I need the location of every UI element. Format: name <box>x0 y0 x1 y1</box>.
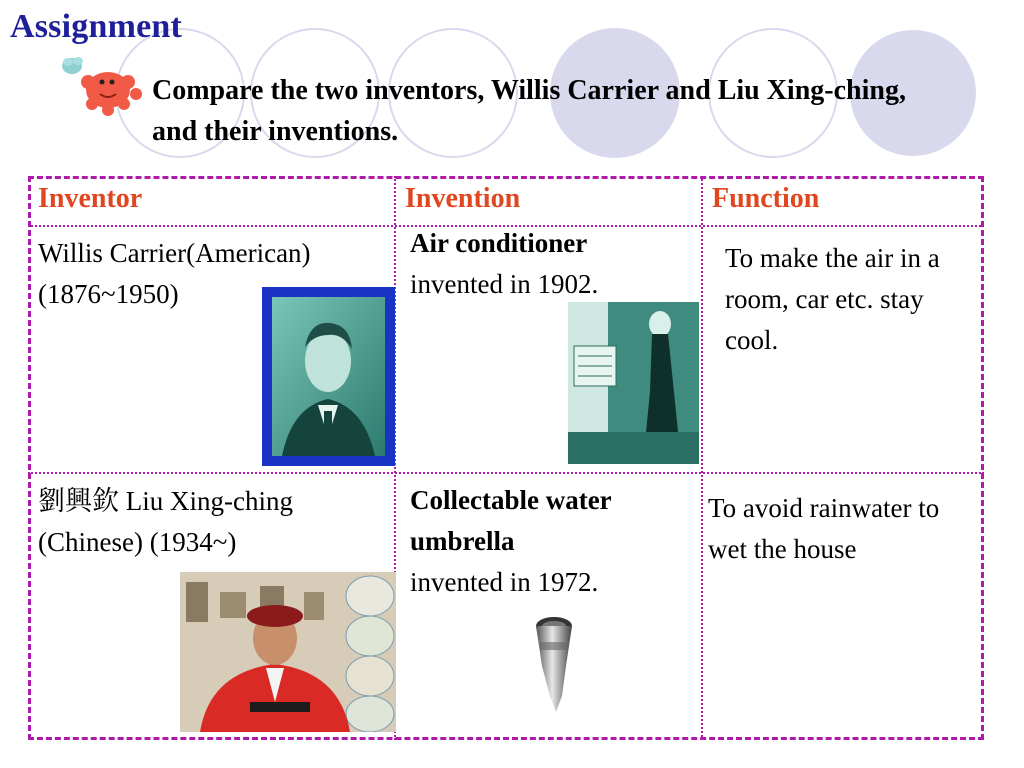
row1-invention <box>410 223 700 305</box>
header-invention: Invention <box>405 183 521 214</box>
row2-function: To avoid rainwater to wet the house <box>708 493 940 564</box>
invention-year: invented in 1902. <box>410 269 599 299</box>
row2-inventor <box>38 481 393 563</box>
invention-year: invented in 1972. <box>410 567 599 597</box>
row1-function: To make the air in a room, car etc. stay cool. <box>725 243 940 355</box>
inventor-dates: (1876~1950) <box>38 279 179 309</box>
table-border-left <box>28 176 31 740</box>
header-inventor: Inventor <box>38 183 143 214</box>
invention-name: Collectable water <box>410 485 612 515</box>
inventor-name: 劉興欽 Liu Xing-ching <box>38 486 293 516</box>
invention-name: umbrella <box>410 526 515 556</box>
header-function: Function <box>712 183 820 214</box>
row2-invention <box>410 480 700 603</box>
bullet-creature-icon <box>58 52 148 122</box>
table-border-bottom <box>28 737 984 740</box>
invention-name: Air conditioner <box>410 228 588 258</box>
air-conditioner-photo <box>568 302 699 464</box>
assignment-prompt: Compare the two inventors, Willis Carrier and Liu Xing-ching, and their inventions. <box>152 75 906 147</box>
inventor-name: Willis Carrier(American) <box>38 238 311 268</box>
water-umbrella-device-image <box>520 616 580 716</box>
table-col-divider <box>701 176 703 740</box>
page-title: Assignment <box>10 8 183 45</box>
liu-xing-ching-photo <box>180 572 396 732</box>
willis-carrier-portrait <box>262 287 395 466</box>
table-border-right <box>981 176 984 740</box>
table-border-top <box>28 176 984 179</box>
inventor-dates: (Chinese) (1934~) <box>38 527 237 557</box>
table-row-divider <box>28 472 984 474</box>
